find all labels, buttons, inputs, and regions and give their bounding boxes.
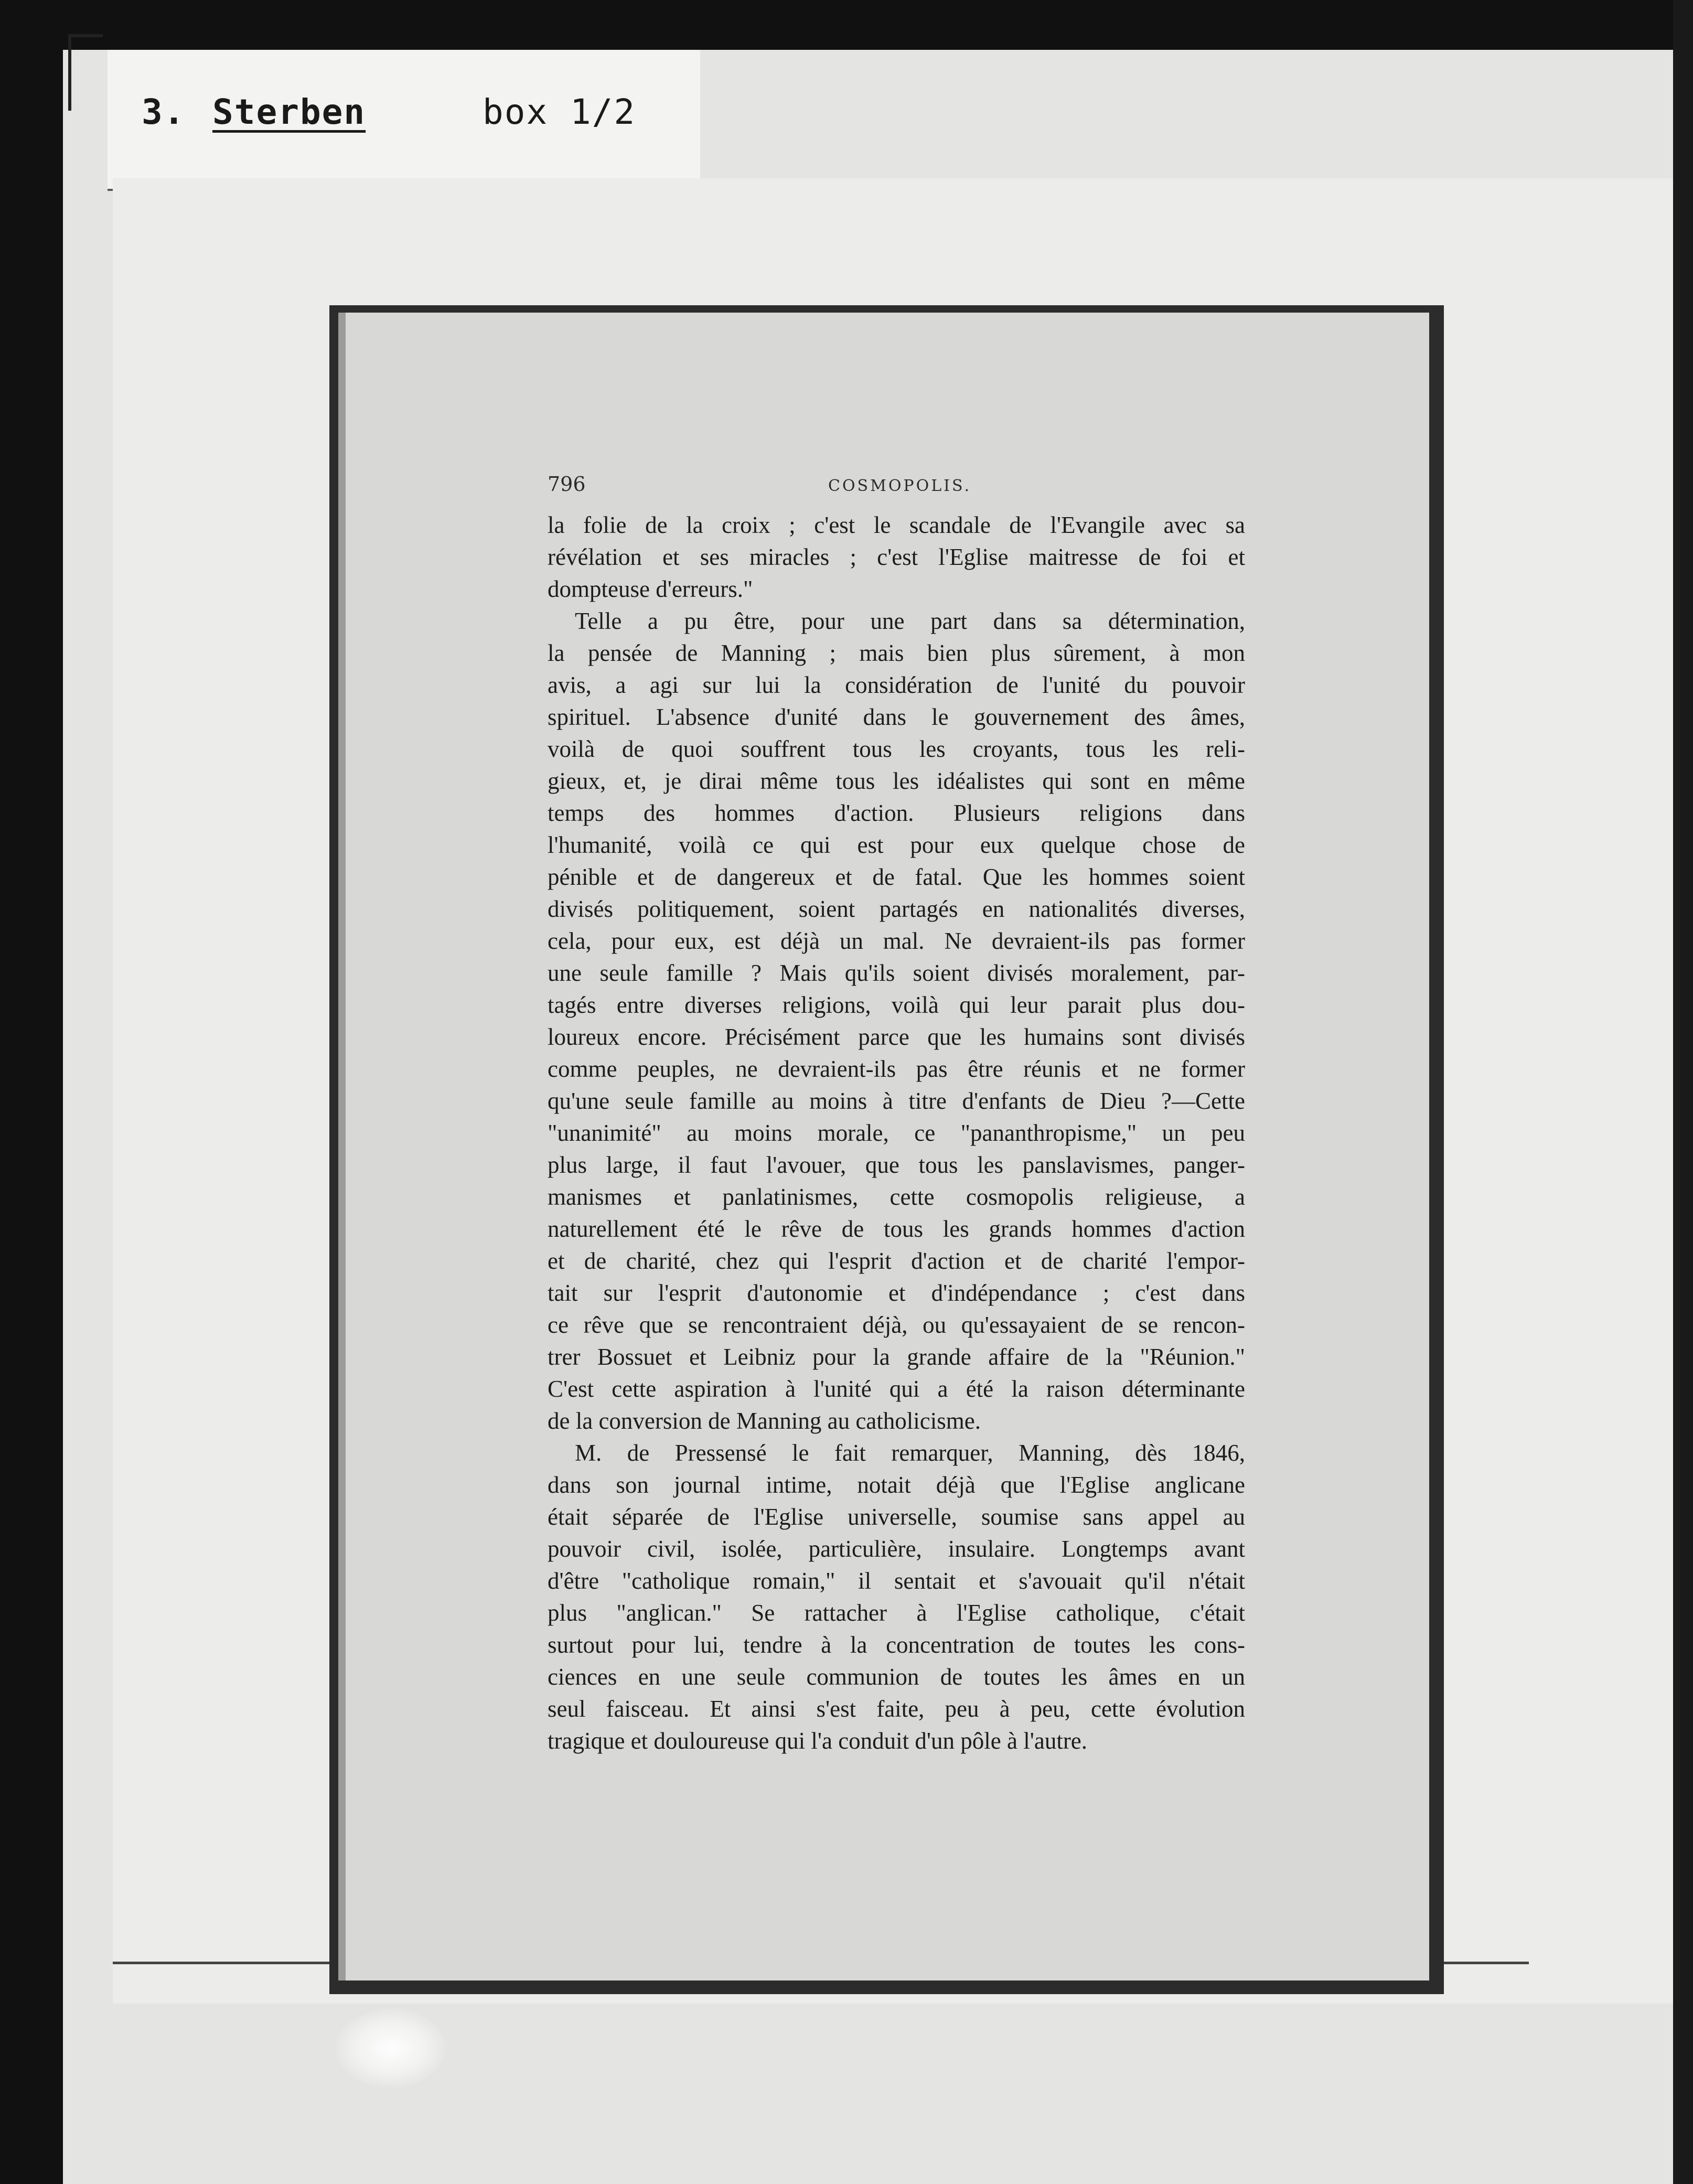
text-line: spirituel. L'absence d'unité dans le gouvernement des âmes, bbox=[548, 704, 1245, 730]
text-line: loureux encore. Précisément parce que les humains sont divisés bbox=[548, 1024, 1245, 1050]
text-line: voilà de quoi souffrent tous les croyants, tous les reli- bbox=[548, 736, 1245, 762]
text-line: et de charité, chez qui l'esprit d'action et de charité l'empor- bbox=[548, 1248, 1245, 1274]
text-line: temps des hommes d'action. Plusieurs religions dans bbox=[548, 800, 1245, 826]
document-page bbox=[338, 313, 1429, 1980]
text-line: ciences en une seule communion de toutes les âmes en un bbox=[548, 1664, 1245, 1690]
text-line: divisés politiquement, soient partagés en nationalités diverses, bbox=[548, 896, 1245, 922]
text-line: dompteuse d'erreurs." bbox=[548, 576, 753, 602]
text-line: "unanimité" au moins morale, ce "pananthropisme," un peu bbox=[548, 1120, 1245, 1146]
text-line: d'être "catholique romain," il sentait et s'avouait qu'il n'était bbox=[548, 1568, 1245, 1594]
text-line: trer Bossuet et Leibniz pour la grande affaire de la "Réunion." bbox=[548, 1344, 1245, 1370]
text-line: tragique et douloureuse qui l'a conduit d'un pôle à l'autre. bbox=[548, 1728, 1088, 1754]
text-line: dans son journal intime, notait déjà que l'Eglise anglicane bbox=[548, 1472, 1245, 1498]
text-line: Telle a pu être, pour une part dans sa détermination, bbox=[575, 608, 1245, 634]
text-line: manismes et panlatinismes, cette cosmopolis religieuse, a bbox=[548, 1184, 1245, 1210]
text-line: naturellement été le rêve de tous les grands hommes d'action bbox=[548, 1216, 1245, 1242]
text-line: plus large, il faut l'avouer, que tous les panslavismes, panger- bbox=[548, 1152, 1245, 1178]
text-line: qu'une seule famille au moins à titre d'enfants de Dieu ?—Cette bbox=[548, 1088, 1245, 1114]
text-line: avis, a agi sur lui la considération de l'unité du pouvoir bbox=[548, 672, 1245, 698]
scan-corner-mark bbox=[68, 34, 103, 111]
text-line: la folie de la croix ; c'est le scandale de l'Evangile avec sa bbox=[548, 512, 1245, 538]
text-line: révélation et ses miracles ; c'est l'Eglise maitresse de foi et bbox=[548, 544, 1245, 570]
text-line: pénible et de dangereux et de fatal. Que les hommes soient bbox=[548, 864, 1245, 890]
paragraph bbox=[548, 605, 1245, 1437]
text-line: la pensée de Manning ; mais bien plus sûrement, à mon bbox=[548, 640, 1245, 666]
text-line: ce rêve que se rencontraient déjà, ou qu'essayaient de se rencon- bbox=[548, 1312, 1245, 1338]
paragraph bbox=[548, 1437, 1245, 1757]
text-line: M. de Pressensé le fait remarquer, Manning, dès 1846, bbox=[575, 1440, 1245, 1466]
text-line: seul faisceau. Et ainsi s'est faite, peu à peu, cette évolution bbox=[548, 1696, 1245, 1722]
text-line: plus "anglican." Se rattacher à l'Eglise catholique, c'était bbox=[548, 1600, 1245, 1626]
text-line: de la conversion de Manning au catholicisme. bbox=[548, 1408, 981, 1434]
page-text bbox=[548, 509, 1245, 1757]
archive-label bbox=[108, 50, 700, 191]
text-line: tait sur l'esprit d'autonomie et d'indépendance ; c'est dans bbox=[548, 1280, 1245, 1306]
running-head: COSMOPOLIS. bbox=[828, 477, 971, 495]
text-line: était séparée de l'Eglise universelle, soumise sans appel au bbox=[548, 1504, 1245, 1530]
scan-right-edge bbox=[1673, 0, 1693, 2184]
text-line: gieux, et, je dirai même tous les idéalistes qui sont en même bbox=[548, 768, 1245, 794]
text-line: comme peuples, ne devraient-ils pas être réunis et ne former bbox=[548, 1056, 1245, 1082]
text-line: l'humanité, voilà ce qui est pour eux quelque chose de bbox=[548, 832, 1245, 858]
page-number: 796 bbox=[548, 473, 586, 496]
text-line: pouvoir civil, isolée, particulière, insulaire. Longtemps avant bbox=[548, 1536, 1245, 1562]
text-line: surtout pour lui, tendre à la concentration de toutes les cons- bbox=[548, 1632, 1245, 1658]
text-line: tagés entre diverses religions, voilà qui leur parait plus dou- bbox=[548, 992, 1245, 1018]
paragraph bbox=[548, 509, 1245, 605]
label-subject: Sterben bbox=[212, 92, 366, 132]
text-line: cela, pour eux, est déjà un mal. Ne devraient-ils pas former bbox=[548, 928, 1245, 954]
text-line: une seule famille ? Mais qu'ils soient divisés moralement, par- bbox=[548, 960, 1245, 986]
label-box: box 1/2 bbox=[483, 92, 636, 132]
label-number: 3. bbox=[142, 92, 186, 132]
text-line: C'est cette aspiration à l'unité qui a été la raison déterminante bbox=[548, 1376, 1245, 1402]
scan-light-flare bbox=[336, 2009, 446, 2087]
page-header bbox=[548, 473, 1245, 504]
